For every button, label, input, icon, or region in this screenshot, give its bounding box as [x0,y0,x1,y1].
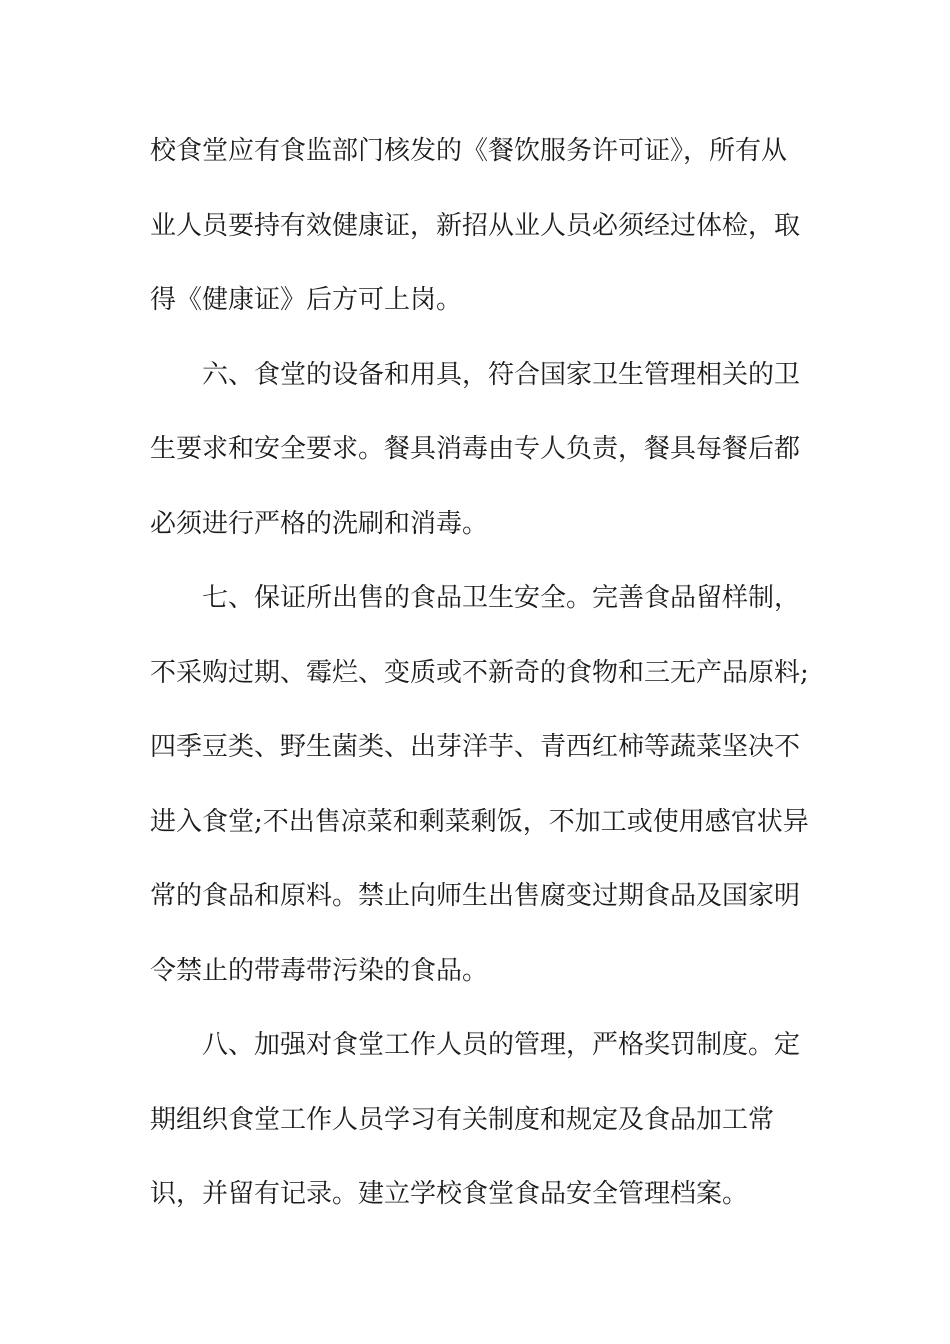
text-line: 六、食堂的设备和用具，符合国家卫生管理相关的卫 [202,359,801,390]
text-line: 常的食品和原料。禁止向师生出售腐变过期食品及国家明 [150,881,801,911]
paragraph-item-6 [150,338,810,562]
text-line: 识，并留有记录。建立学校食堂食品安全管理档案。 [150,1179,749,1209]
paragraph-intro-continued [150,114,810,338]
text-line: 令禁止的带毒带污染的食品。 [150,955,489,986]
text-line: 期组织食堂工作人员学习有关制度和规定及食品加工常 [150,1104,775,1135]
paragraph-item-8 [150,1008,810,1232]
text-line: 校食堂应有食监部门核发的《餐饮服务许可证》，所有从 [150,136,788,166]
text-line: 生要求和安全要求。餐具消毒由专人负责，餐具每餐后都 [150,434,801,464]
paragraph-item-7 [150,561,810,1008]
text-line: 业人员要持有效健康证，新招从业人员必须经过体检，取 [150,210,801,241]
text-line: 进入食堂;不出售凉菜和剩菜剩饭，不加工或使用感官状异 [150,806,809,837]
document-body [150,114,810,1232]
text-line: 八、加强对食堂工作人员的管理，严格奖罚制度。定 [202,1030,801,1060]
text-line: 七、保证所出售的食品卫生安全。完善食品留样制， [202,583,801,613]
text-line: 不采购过期、霉烂、变质或不新奇的食物和三无产品原料; [150,657,809,688]
text-line: 四季豆类、野生菌类、出芽洋芋、青西红柿等蔬菜坚决不 [150,732,801,762]
text-line: 得《健康证》后方可上岗。 [150,285,463,315]
text-line: 必须进行严格的洗刷和消毒。 [150,508,489,539]
